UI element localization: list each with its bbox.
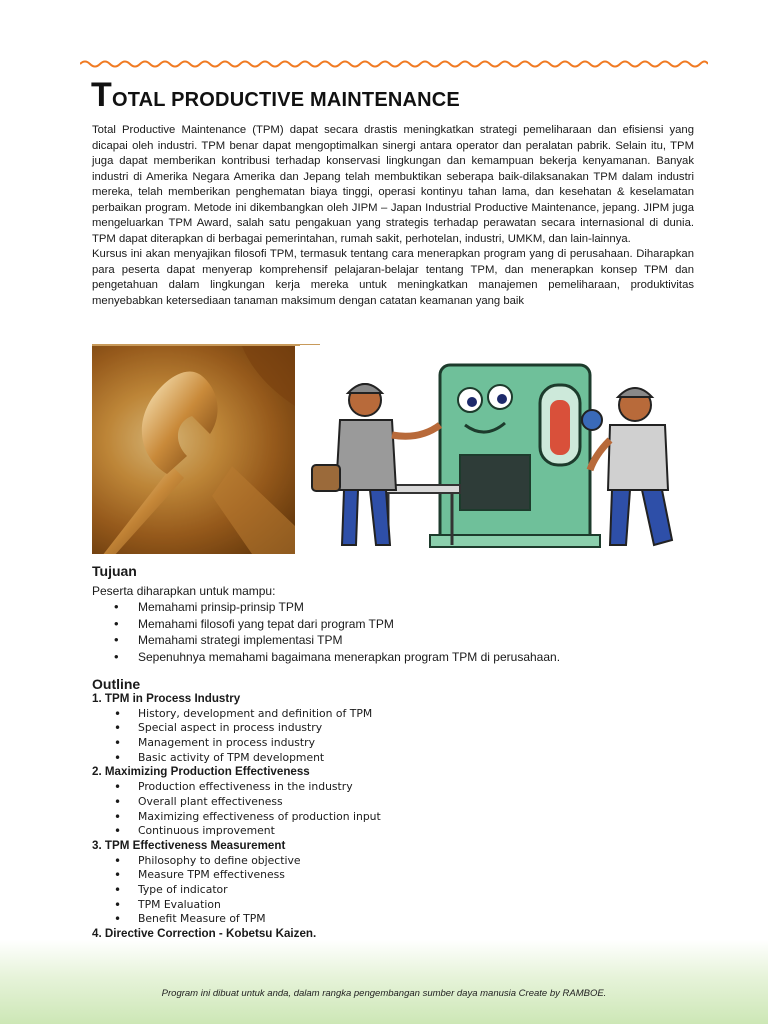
outline-item: • History, development and definition of TPM	[92, 707, 381, 722]
outline-item: • Continuous improvement	[92, 824, 381, 839]
title-drop-cap: T	[91, 76, 112, 114]
footer-background	[0, 940, 768, 1024]
outline-item: • Management in process industry	[92, 736, 381, 751]
outline-item: • Philosophy to define objective	[92, 854, 381, 869]
outline-item: • Overall plant effectiveness	[92, 795, 381, 810]
wrench-photo	[92, 346, 295, 554]
outline-section-title: 3. TPM Effectiveness Measurement	[92, 838, 286, 852]
tujuan-item: • Sepenuhnya memahami bagaimana menerapkan program TPM di perusahaan.	[92, 649, 560, 666]
outline-item: • Measure TPM effectiveness	[92, 868, 381, 883]
tujuan-item: • Memahami prinsip-prinsip TPM	[92, 599, 560, 616]
tujuan-list	[92, 599, 560, 665]
outline-item: • Production effectiveness in the industry	[92, 780, 381, 795]
header-wave-divider	[80, 58, 708, 70]
outline-section-title: 1. TPM in Process Industry	[92, 692, 241, 705]
outline-heading: Outline	[92, 676, 141, 692]
tujuan-item: • Memahami filosofi yang tepat dari program TPM	[92, 616, 560, 633]
intro-paragraph-1: Total Productive Maintenance (TPM) dapat secara drastis meningkatkan strategi pemeliharaan dan efisiensi yang dicapai oleh industri. TPM benar dapat mengoptimalkan sinergi antara operator dan peralatan pabrik. Selain itu, TPM juga dapat memberikan kontribusi terhadap konservasi lingkungan dan kemampuan bekerja kenyamanan. Banyak industri di Amerika Negara Amerika dan Jepang telah membuktikan seberapa baik-dilaksanakan TPM dalam industri mereka, telah memberikan penghematan biaya tinggi, operasi kontinyu tahan lama, dan kesehatan & keselamatan perbaikan program. Metode ini dikembangkan oleh JIPM – Japan Industrial Productive Maintenance, jepang. JIPM juga mengeluarkan TPM Award, salah satu pengakuan yang strategis terhadap perawatan secara internasional di dunia. TPM dapat diterapkan di berbagai pemerintahan, rumah sakit, perhotelan, industri, UMKM, dan lain-lainnya.	[92, 124, 694, 245]
outline-list	[92, 692, 381, 942]
outline-item: • TPM Evaluation	[92, 898, 381, 913]
outline-item: • Type of indicator	[92, 883, 381, 898]
tujuan-lead: Peserta diharapkan untuk mampu:	[92, 584, 276, 598]
outline-section-title: 2. Maximizing Production Effectiveness	[92, 765, 310, 779]
intro-paragraph-2: Kursus ini akan menyajikan filosofi TPM, termasuk tentang cara menerapkan program yang di perusahaan. Diharapkan para peserta dapat menyerap komprehensif pelajaran-belajar tentang TPM, dan menerapkan konsep TPM dan pengetahuan dalam lingkungan kerja mereka untuk meningkatkan manajemen pemeliharaan, produktivitas menyebabkan ketersediaan tanaman maksimum dengan catatan keamanan yang baik	[92, 248, 694, 307]
page-title	[91, 78, 460, 112]
outline-item: • Basic activity of TPM development	[92, 751, 381, 766]
footer-credit: Program ini dibuat untuk anda, dalam rangka pengembangan sumber daya manusia Create by RAMBOE.	[161, 988, 607, 999]
outline-item: • Benefit Measure of TPM	[92, 912, 381, 927]
tujuan-item: • Memahami strategi implementasi TPM	[92, 632, 560, 649]
maintenance-cartoon-illustration	[300, 345, 690, 555]
wrench-icon	[92, 346, 295, 554]
intro-text	[92, 123, 694, 309]
title-rest: OTAL PRODUCTIVE MAINTENANCE	[111, 89, 460, 111]
outline-section-title: 4. Directive Correction - Kobetsu Kaizen.	[92, 927, 317, 940]
outline-item: • Special aspect in process industry	[92, 721, 381, 736]
outline-item: • Maximizing effectiveness of production input	[92, 810, 381, 825]
tujuan-heading: Tujuan	[92, 563, 137, 579]
